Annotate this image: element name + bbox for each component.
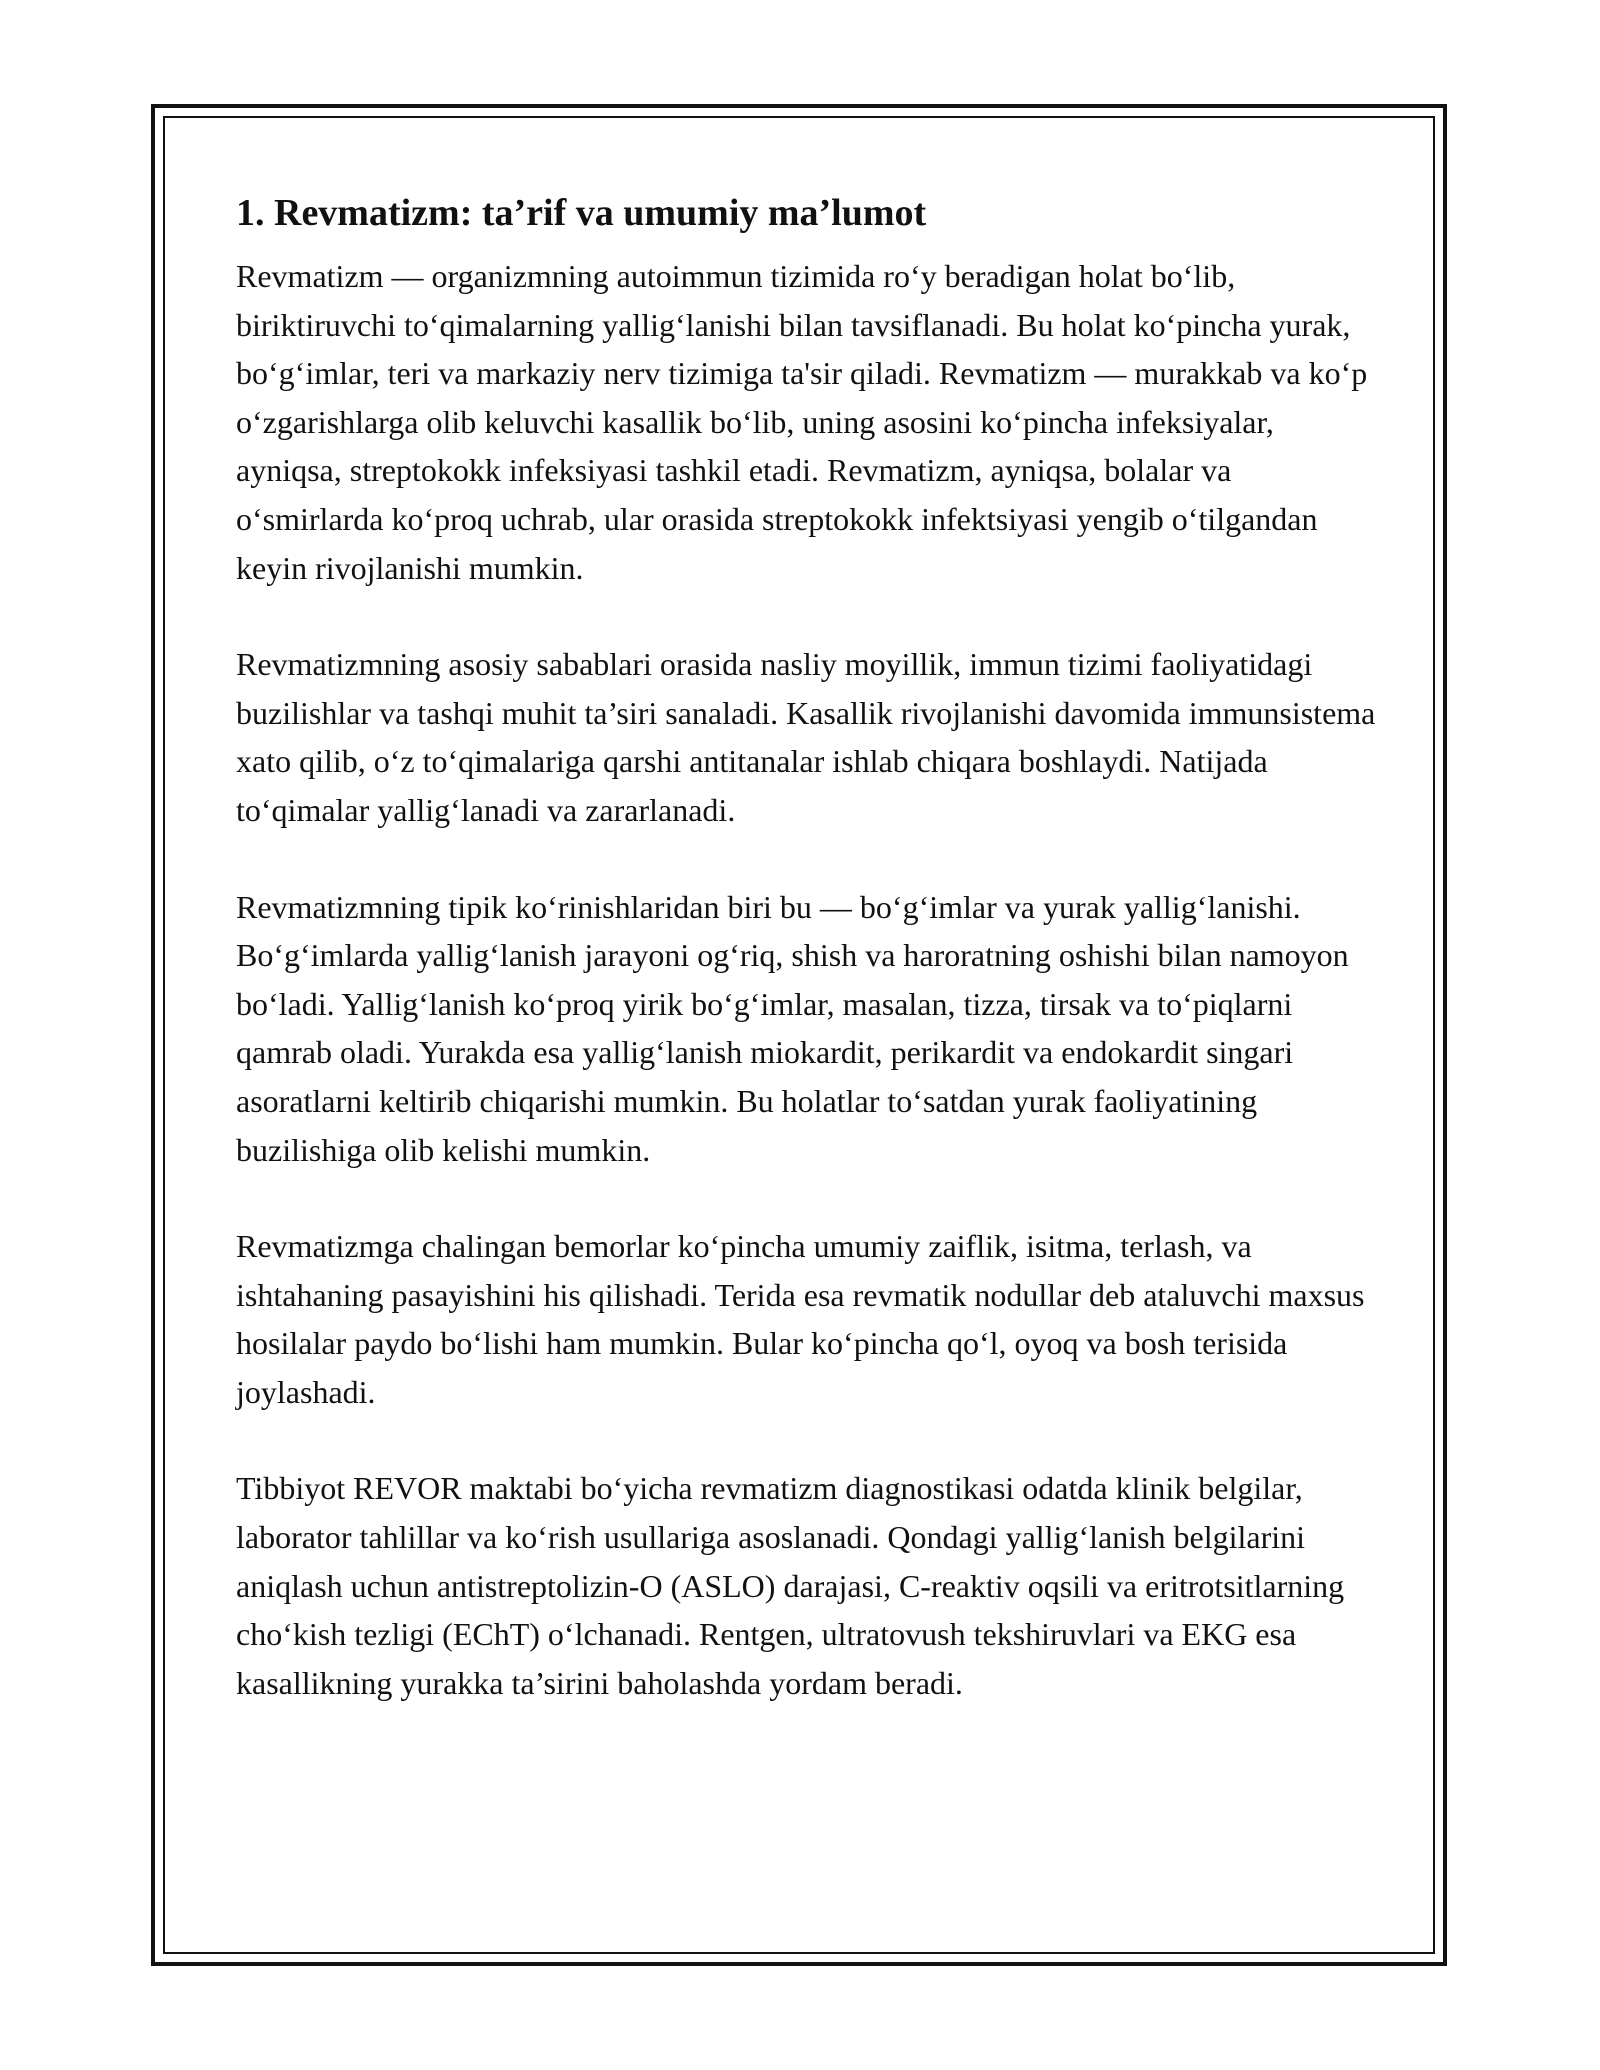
paragraph-diagnostics: Tibbiyot REVOR maktabi bo‘yicha revmatizm diagnostikasi odatda klinik belgilar, laborator tahlillar va ko‘rish usullariga asoslanadi. Qondagi yallig‘lanish belgilarini aniqlash uchun antistreptolizin-O (ASLO) darajasi, C-reaktiv oqsili va eritrotsitlarning cho‘kish tezligi (EChT) o‘lchanadi. Rentgen, ultratovush tekshiruvlari va EKG esa kasallikning yurakka ta’sirini baholashda yordam beradi. <box>236 1470 1345 1701</box>
section-heading: 1. Revmatizm: ta’rif va umumiy ma’lumot <box>236 192 927 234</box>
document-body <box>236 188 1376 1707</box>
paragraph-symptoms: Revmatizmga chalingan bemorlar ko‘pincha umumiy zaiflik, isitma, terlash, va ishtahaning pasayishini his qilishadi. Terida esa revmatik nodullar deb ataluvchi maxsus hosilalar paydo bo‘lishi ham mumkin. Bular ko‘pincha qo‘l, oyoq va bosh terisida joylashadi. <box>236 1228 1365 1410</box>
paragraph-causes: Revmatizmning asosiy sabablari orasida nasliy moyillik, immun tizimi faoliyatidagi buzilishlar va tashqi muhit ta’siri sanaladi. Kasallik rivojlanishi davomida immunsistema xato qilib, o‘z to‘qimalariga qarshi antitanalar ishlab chiqara boshlaydi. Natijada to‘qimalar yallig‘lanadi va zararlanadi. <box>236 646 1376 828</box>
paragraph-manifestations: Revmatizmning tipik ko‘rinishlaridan biri bu — bo‘g‘imlar va yurak yallig‘lanishi. Bo‘g‘imlarda yallig‘lanish jarayoni og‘riq, shish va haroratning oshishi bilan namoyon bo‘ladi. Yallig‘lanish ko‘proq yirik bo‘g‘imlar, masalan, tizza, tirsak va to‘piqlarni qamrab oladi. Yurakda esa yallig‘lanish miokardit, perikardit va endokardit singari asoratlarni keltirib chiqarishi mumkin. Bu holatlar to‘satdan yurak faoliyatining buzilishiga olib kelishi mumkin. <box>236 888 1349 1168</box>
paragraph-definition: Revmatizm — organizmning autoimmun tizimida ro‘y beradigan holat bo‘lib, biriktiruvchi to‘qimalarning yallig‘lanishi bilan tavsiflanadi. Bu holat ko‘pincha yurak, bo‘g‘imlar, teri va markaziy nerv tizimiga ta'sir qiladi. Revmatizm — murakkab va ko‘p o‘zgarishlarga olib keluvchi kasallik bo‘lib, uning asosini ko‘pincha infeksiyalar, ayniqsa, streptokokk infeksiyasi tashkil etadi. Revmatizm, ayniqsa, bolalar va o‘smirlarda ko‘proq uchrab, ular orasida streptokokk infektsiyasi yengib o‘tilgandan keyin rivojlanishi mumkin. <box>236 258 1368 586</box>
